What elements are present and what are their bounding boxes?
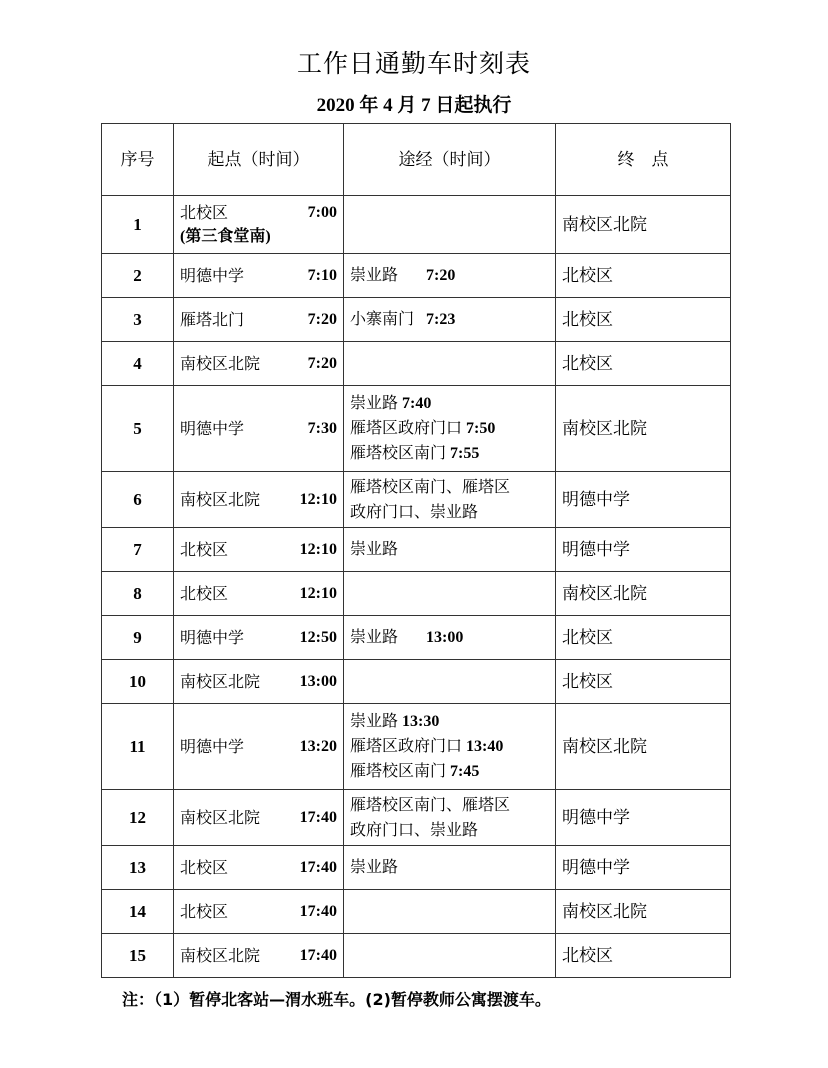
- end-cell: 明德中学: [556, 846, 731, 890]
- via-place: 雁塔区政府门口: [350, 736, 463, 755]
- via-time: 7:50: [466, 420, 496, 437]
- row-number: 2: [102, 254, 174, 298]
- start-place: 明德中学: [180, 418, 245, 438]
- footnote: 注：（1）暂停北客站—渭水班车。(2)暂停教师公寓摆渡车。: [122, 990, 551, 1009]
- start-cell: [174, 846, 344, 890]
- table-row: [102, 254, 731, 298]
- start-place: 雁塔北门: [180, 309, 245, 329]
- row-number: 1: [102, 196, 174, 254]
- start-cell: [174, 572, 344, 616]
- start-place: 北校区: [180, 857, 229, 877]
- via-place: 雁塔区政府门口: [350, 418, 463, 437]
- table-row: [102, 386, 731, 472]
- table-row: [102, 890, 731, 934]
- table-row: [102, 528, 731, 572]
- schedule-table: [101, 123, 731, 978]
- start-cell: [174, 528, 344, 572]
- via-time: 7:23: [426, 311, 456, 328]
- row-number: 5: [102, 386, 174, 472]
- via-place: 雁塔校区南门、雁塔区: [350, 476, 511, 496]
- schedule-rows: [102, 196, 731, 978]
- end-cell: 南校区北院: [556, 704, 731, 790]
- start-cell: [174, 298, 344, 342]
- row-number: 4: [102, 342, 174, 386]
- start-time: 12:10: [299, 540, 337, 558]
- start-time: 12:10: [299, 490, 337, 508]
- start-time: 12:50: [299, 628, 337, 646]
- via-cell: [344, 528, 556, 572]
- start-place: 明德中学: [180, 736, 245, 756]
- start-cell: [174, 386, 344, 472]
- table-row: [102, 660, 731, 704]
- end-cell: 明德中学: [556, 472, 731, 528]
- start-time: 7:30: [307, 419, 337, 437]
- table-row: [102, 472, 731, 528]
- start-time: 17:40: [299, 808, 337, 826]
- start-place: 北校区: [180, 202, 229, 222]
- end-cell: 明德中学: [556, 528, 731, 572]
- via-time: 13:40: [466, 738, 504, 755]
- table-row: [102, 704, 731, 790]
- row-number: 14: [102, 890, 174, 934]
- via-cell: [344, 472, 556, 528]
- via-place: 小寨南门: [350, 309, 415, 328]
- end-cell: 明德中学: [556, 790, 731, 846]
- start-time: 17:40: [299, 902, 337, 920]
- start-time: 7:20: [307, 310, 337, 328]
- via-place: 雁塔校区南门: [350, 443, 447, 462]
- start-place: 南校区北院: [180, 489, 261, 509]
- via-cell: [344, 890, 556, 934]
- via-place: 雁塔校区南门: [350, 761, 447, 780]
- end-cell: 南校区北院: [556, 890, 731, 934]
- start-place: 北校区: [180, 901, 229, 921]
- via-cell: [344, 934, 556, 978]
- via-place: 崇业路: [350, 711, 399, 730]
- effective-date: 2020 年 4 月 7 日起执行: [316, 95, 512, 116]
- start-time: 12:10: [299, 584, 337, 602]
- table-row: [102, 846, 731, 890]
- header-via: 途经（时间）: [344, 124, 556, 196]
- start-place: 北校区: [180, 539, 229, 559]
- start-place: 南校区北院: [180, 353, 261, 373]
- row-number: 7: [102, 528, 174, 572]
- start-place: 北校区: [180, 583, 229, 603]
- via-place: 崇业路: [350, 539, 399, 558]
- start-place: 南校区北院: [180, 945, 261, 965]
- via-time: 7:20: [426, 267, 456, 284]
- via-cell: [344, 846, 556, 890]
- start-cell: [174, 472, 344, 528]
- start-time: 13:20: [299, 737, 337, 755]
- via-cell: [344, 386, 556, 472]
- via-place: 政府门口、崇业路: [350, 819, 479, 839]
- end-cell: 南校区北院: [556, 386, 731, 472]
- header-end: 终 点: [556, 124, 731, 196]
- header-start: 起点（时间）: [174, 124, 344, 196]
- table-row: [102, 572, 731, 616]
- row-number: 12: [102, 790, 174, 846]
- end-cell: 北校区: [556, 298, 731, 342]
- via-cell: [344, 616, 556, 660]
- via-cell: [344, 790, 556, 846]
- start-time: 13:00: [299, 672, 337, 690]
- via-time: 7:40: [402, 395, 432, 412]
- start-note: (第三食堂南): [180, 227, 271, 245]
- end-cell: 北校区: [556, 254, 731, 298]
- start-time: 17:40: [299, 946, 337, 964]
- start-cell: [174, 890, 344, 934]
- via-time: 7:55: [450, 445, 480, 462]
- row-number: 9: [102, 616, 174, 660]
- start-time: 7:00: [307, 203, 337, 221]
- via-cell: [344, 298, 556, 342]
- end-cell: 北校区: [556, 616, 731, 660]
- start-time: 7:10: [307, 266, 337, 284]
- start-cell: [174, 790, 344, 846]
- via-cell: [344, 254, 556, 298]
- via-cell: [344, 704, 556, 790]
- end-cell: 南校区北院: [556, 196, 731, 254]
- end-cell: 北校区: [556, 660, 731, 704]
- header-no: 序号: [102, 124, 174, 196]
- via-place: 崇业路: [350, 627, 399, 646]
- row-number: 15: [102, 934, 174, 978]
- start-place: 南校区北院: [180, 671, 261, 691]
- start-cell: [174, 704, 344, 790]
- start-cell: [174, 254, 344, 298]
- via-place: 崇业路: [350, 265, 399, 284]
- via-cell: [344, 196, 556, 254]
- table-header-row: [102, 124, 731, 196]
- end-cell: 北校区: [556, 342, 731, 386]
- via-place: 崇业路: [350, 393, 399, 412]
- page-title: 工作日通勤车时刻表: [296, 49, 531, 78]
- row-number: 6: [102, 472, 174, 528]
- start-time: 7:20: [307, 354, 337, 372]
- via-place: 政府门口、崇业路: [350, 501, 479, 521]
- start-place: 南校区北院: [180, 807, 261, 827]
- via-cell: [344, 572, 556, 616]
- start-place: 明德中学: [180, 627, 245, 647]
- table-row: [102, 934, 731, 978]
- row-number: 11: [102, 704, 174, 790]
- table-row: [102, 298, 731, 342]
- start-cell: [174, 660, 344, 704]
- via-place: 雁塔校区南门、雁塔区: [350, 794, 511, 814]
- table-row: [102, 196, 731, 254]
- start-place: 明德中学: [180, 265, 245, 285]
- start-cell: [174, 616, 344, 660]
- via-cell: [344, 660, 556, 704]
- via-place: 崇业路: [350, 857, 399, 876]
- table-row: [102, 342, 731, 386]
- row-number: 10: [102, 660, 174, 704]
- table-row: [102, 616, 731, 660]
- end-cell: 北校区: [556, 934, 731, 978]
- table-row: [102, 790, 731, 846]
- start-cell: [174, 342, 344, 386]
- start-cell: [174, 934, 344, 978]
- via-cell: [344, 342, 556, 386]
- via-time: 7:45: [450, 763, 480, 780]
- row-number: 8: [102, 572, 174, 616]
- via-time: 13:30: [402, 713, 440, 730]
- end-cell: 南校区北院: [556, 572, 731, 616]
- row-number: 13: [102, 846, 174, 890]
- row-number: 3: [102, 298, 174, 342]
- start-time: 17:40: [299, 858, 337, 876]
- start-cell: [174, 196, 344, 254]
- via-time: 13:00: [426, 629, 464, 646]
